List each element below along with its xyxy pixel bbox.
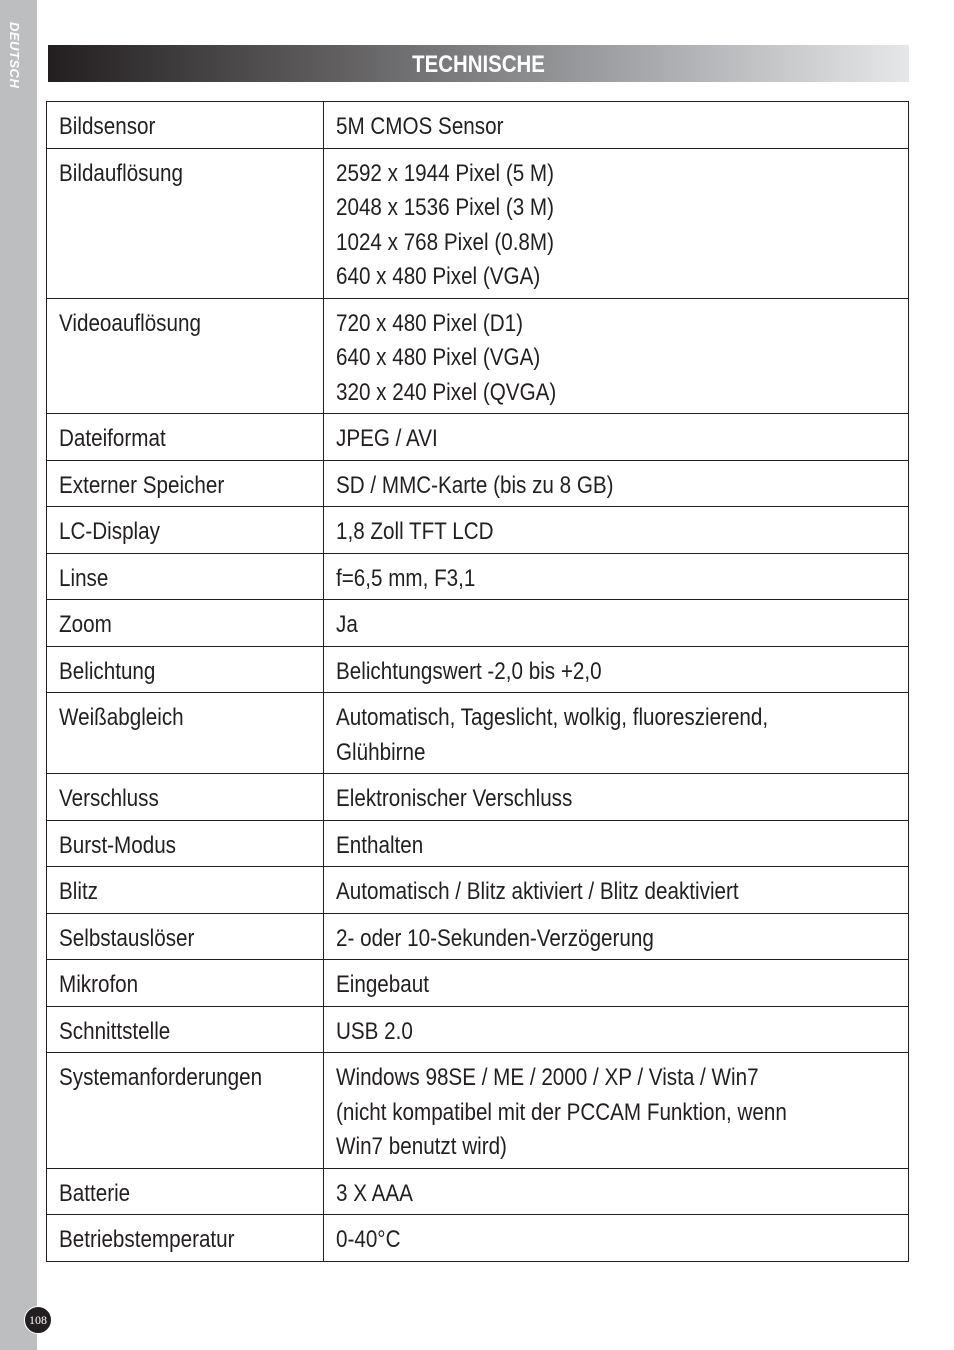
table-row (47, 553, 909, 600)
spec-value: Enthalten (336, 831, 424, 859)
spec-label-cell (47, 1215, 324, 1262)
spec-label: Selbstauslöser (59, 924, 195, 952)
spec-label-cell (47, 913, 324, 960)
spec-label-cell (47, 1168, 324, 1215)
spec-value: 2592 x 1944 Pixel (5 M) 2048 x 1536 Pixel (3 M) 1024 x 768 Pixel (0.8M) 640 x 480 Pixel (VGA) (336, 159, 554, 290)
table-row (47, 102, 909, 149)
spec-label: Bildauflösung (59, 159, 183, 187)
spec-value: Belichtungswert -2,0 bis +2,0 (336, 657, 602, 685)
table-row (47, 867, 909, 914)
spec-value: Automatisch / Blitz aktiviert / Blitz deaktiviert (336, 878, 739, 905)
table-row (47, 820, 909, 867)
language-label: DEUTSCH (7, 22, 22, 89)
table-row (47, 1006, 909, 1053)
spec-label: Burst-Modus (59, 831, 177, 859)
spec-value-cell (324, 1215, 909, 1262)
spec-label: Mikrofon (59, 971, 139, 998)
spec-label-cell (47, 1053, 324, 1169)
table-row (47, 414, 909, 461)
spec-value-cell (324, 507, 909, 554)
spec-label: Linse (59, 564, 109, 592)
table-row (47, 693, 909, 774)
spec-value-cell (324, 693, 909, 774)
spec-label-cell (47, 774, 324, 821)
spec-label: Batterie (59, 1179, 131, 1207)
spec-value-cell (324, 460, 909, 507)
spec-value-cell (324, 553, 909, 600)
spec-value: Elektronischer Verschluss (336, 785, 573, 812)
spec-label: Betriebstemperatur (59, 1226, 235, 1253)
spec-value: 5M CMOS Sensor (336, 113, 504, 140)
spec-label: Verschluss (59, 785, 159, 812)
table-row (47, 507, 909, 554)
spec-value: Eingebaut (336, 971, 429, 998)
spec-label: Weißabgleich (59, 704, 184, 731)
spec-value-cell (324, 148, 909, 298)
spec-value: Automatisch, Tageslicht, wolkig, fluoreszierend, Glühbirne (336, 704, 769, 766)
table-row (47, 298, 909, 414)
spec-label-cell (47, 148, 324, 298)
spec-value: USB 2.0 (336, 1017, 413, 1045)
spec-label-cell (47, 600, 324, 647)
spec-table (46, 101, 909, 1262)
spec-label-cell (47, 102, 324, 149)
spec-label: Zoom (59, 611, 112, 638)
spec-label-cell (47, 693, 324, 774)
table-row (47, 646, 909, 693)
spec-label-cell (47, 1006, 324, 1053)
spec-value: 2- oder 10-Sekunden-Verzögerung (336, 924, 654, 952)
table-row (47, 600, 909, 647)
spec-label: Bildsensor (59, 113, 156, 140)
table-row (47, 148, 909, 298)
spec-value: JPEG / AVI (336, 425, 438, 452)
spec-value-cell (324, 913, 909, 960)
spec-label-cell (47, 820, 324, 867)
language-side-strip (0, 0, 37, 1350)
spec-label-cell (47, 646, 324, 693)
table-row (47, 1215, 909, 1262)
table-row (47, 774, 909, 821)
spec-label: Blitz (59, 878, 98, 905)
spec-value: 1,8 Zoll TFT LCD (336, 518, 494, 545)
spec-value-cell (324, 960, 909, 1007)
spec-value-cell (324, 600, 909, 647)
table-row (47, 960, 909, 1007)
section-title: TECHNISCHE (412, 51, 545, 78)
spec-value-cell (324, 867, 909, 914)
table-row (47, 913, 909, 960)
spec-label: Externer Speicher (59, 471, 225, 499)
spec-value: f=6,5 mm, F3,1 (336, 564, 476, 592)
spec-value: 3 X AAA (336, 1179, 413, 1207)
spec-value: 0-40°C (336, 1226, 401, 1253)
spec-label: Dateiformat (59, 425, 166, 452)
spec-value: 720 x 480 Pixel (D1) 640 x 480 Pixel (VGA) 320 x 240 Pixel (QVGA) (336, 309, 557, 406)
table-row (47, 1168, 909, 1215)
spec-value-cell (324, 414, 909, 461)
spec-label-cell (47, 960, 324, 1007)
spec-label: Systemanforderungen (59, 1064, 263, 1091)
spec-label-cell (47, 867, 324, 914)
spec-value-cell (324, 774, 909, 821)
spec-label: Belichtung (59, 657, 156, 685)
spec-label: Videoauflösung (59, 309, 201, 337)
page-number: 108 (24, 1306, 52, 1334)
table-row (47, 460, 909, 507)
spec-value-cell (324, 1006, 909, 1053)
spec-label-cell (47, 298, 324, 414)
spec-label-cell (47, 414, 324, 461)
spec-value-cell (324, 646, 909, 693)
spec-value: Windows 98SE / ME / 2000 / XP / Vista / Win7 (nicht kompatibel mit der PCCAM Funktion, wenn Win7 benutzt wird) (336, 1064, 787, 1160)
spec-label: LC-Display (59, 518, 160, 545)
spec-value-cell (324, 298, 909, 414)
spec-label: Schnittstelle (59, 1017, 171, 1045)
spec-value: Ja (336, 611, 358, 638)
table-row (47, 1053, 909, 1169)
spec-label-cell (47, 553, 324, 600)
spec-value-cell (324, 820, 909, 867)
section-title-bar (48, 45, 909, 82)
spec-value-cell (324, 102, 909, 149)
spec-value-cell (324, 1168, 909, 1215)
spec-value-cell (324, 1053, 909, 1169)
spec-label-cell (47, 460, 324, 507)
spec-value: SD / MMC-Karte (bis zu 8 GB) (336, 471, 614, 499)
spec-label-cell (47, 507, 324, 554)
